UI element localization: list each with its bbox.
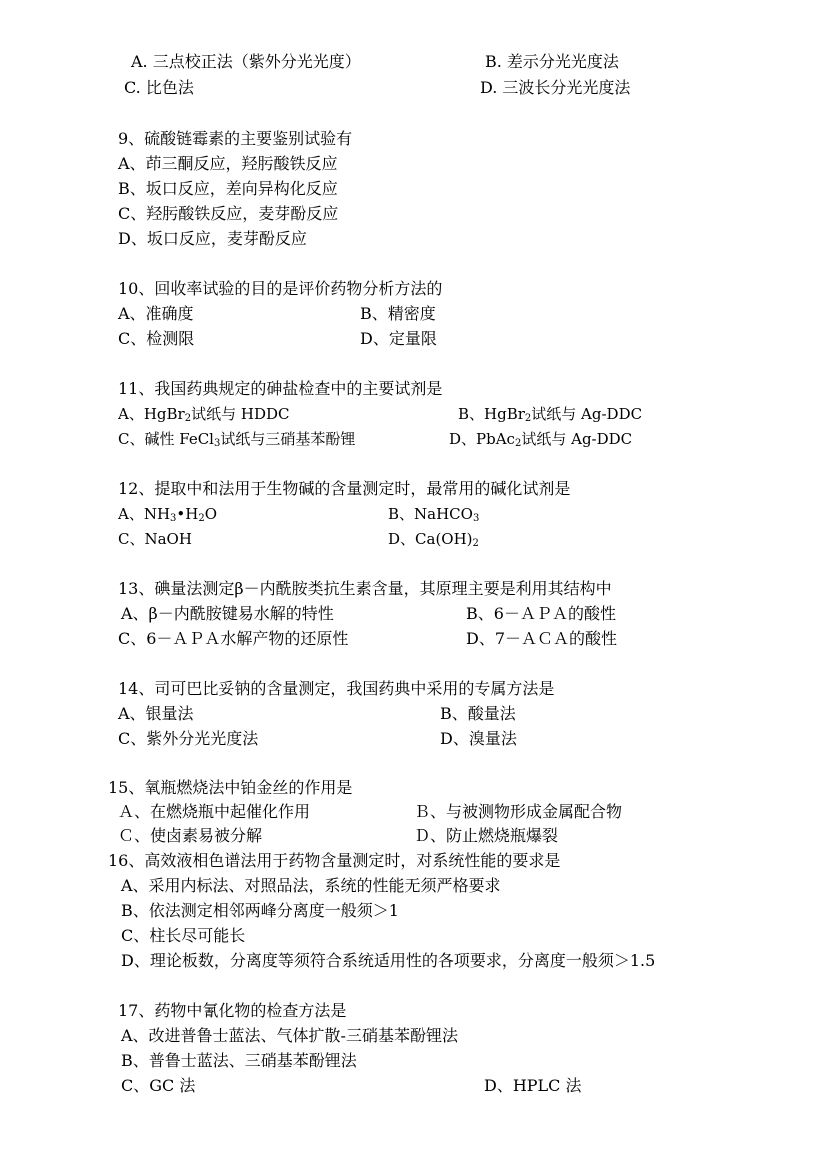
q10-option-b: B、精密度	[360, 304, 436, 323]
q17-option-d: D、HPLC 法	[484, 1076, 582, 1095]
q12-stem: 12、提取中和法用于生物碱的含量测定时，最常用的碱化试剂是	[118, 479, 571, 498]
q14-option-b: B、酸量法	[440, 704, 516, 723]
q9-option-a: A、茚三酮反应，羟肟酸铁反应	[118, 154, 338, 173]
q8-option-c: C. 比色法	[124, 78, 194, 97]
q14-option-a: A、银量法	[118, 704, 194, 723]
q13-option-d: D、7－ＡＣＡ的酸性	[466, 629, 618, 648]
q9-option-c: C、羟肟酸铁反应，麦芽酚反应	[118, 204, 339, 223]
q17-option-c: C、GC 法	[121, 1076, 196, 1095]
q8-option-a: A. 三点校正法（紫外分光光度）	[131, 52, 361, 71]
q17-stem: 17、药物中氰化物的检查方法是	[118, 1001, 347, 1020]
q16-option-c: C、柱长尽可能长	[121, 926, 246, 945]
q12-option-a: A、$NH_3•H_2O$	[118, 505, 218, 524]
q8-option-d: D. 三波长分光光度法	[480, 78, 631, 97]
q11-option-c: C、碱性 FeCl$_3$试纸与三硝基苯酚锂	[118, 430, 356, 449]
q16-option-b: B、依法测定相邻两峰分离度一般须＞1	[121, 901, 399, 920]
q10-stem: 10、回收率试验的目的是评价药物分析方法的	[118, 279, 443, 298]
q10-option-a: A、准确度	[118, 304, 194, 323]
q17-option-b: B、普鲁士蓝法、三硝基苯酚锂法	[121, 1051, 357, 1070]
q17-option-a: A、改进普鲁士蓝法、气体扩散-三硝基苯酚锂法	[121, 1026, 458, 1045]
q13-stem: 13、碘量法测定β－内酰胺类抗生素含量，其原理主要是利用其结构中	[118, 579, 612, 598]
q12-option-d: D、$Ca(OH)_2$	[388, 530, 479, 549]
q13-option-a: A、β－内酰胺键易水解的特性	[121, 604, 334, 623]
q11-option-d: D、PbAc$_2$试纸与 Ag-DDC	[449, 430, 633, 449]
q15-option-a: Ａ、在燃烧瓶中起催化作用	[118, 802, 311, 821]
q10-option-c: C、检测限	[118, 329, 195, 348]
q15-option-b: Ｂ、与被测物形成金属配合物	[414, 802, 623, 821]
q9-stem: 9、硫酸链霉素的主要鉴别试验有	[118, 129, 353, 148]
q16-option-d: D、理论板数，分离度等须符合系统适用性的各项要求，分离度一般须＞1.5	[121, 951, 656, 970]
q12-option-c: C、NaOH	[118, 530, 192, 548]
q11-stem: 11、我国药典规定的砷盐检查中的主要试剂是	[118, 379, 443, 398]
q9-option-d: D、坂口反应，麦芽酚反应	[118, 229, 307, 248]
q12-option-b: B、NaHCO$_3$	[388, 505, 480, 524]
q8-option-b: B. 差示分光光度法	[485, 52, 619, 71]
q11-option-b: B、HgBr$_2$试纸与 Ag-DDC	[458, 405, 643, 424]
q9-option-b: B、坂口反应，差向异构化反应	[118, 179, 338, 198]
q15-stem: 15、氧瓶燃烧法中铂金丝的作用是	[108, 778, 353, 797]
q11-option-a: A、HgBr$_2$试纸与 HDDC	[118, 405, 290, 424]
q10-option-d: D、定量限	[360, 329, 437, 348]
q13-option-b: B、6－ＡＰＡ的酸性	[466, 604, 616, 623]
q14-stem: 14、司可巴比妥钠的含量测定，我国药典中采用的专属方法是	[118, 679, 555, 698]
q13-option-c: C、6－ＡＰＡ水解产物的还原性	[118, 629, 349, 648]
q14-option-d: D、溴量法	[440, 729, 517, 748]
q16-stem: 16、高效液相色谱法用于药物含量测定时，对系统性能的要求是	[108, 851, 561, 870]
q16-option-a: A、采用内标法、对照品法，系统的性能无须严格要求	[121, 876, 501, 895]
q15-option-d: Ｄ、防止燃烧瓶爆裂	[414, 826, 559, 845]
q14-option-c: C、紫外分光光度法	[118, 729, 259, 748]
q15-option-c: Ｃ、使卤素易被分解	[118, 826, 263, 845]
